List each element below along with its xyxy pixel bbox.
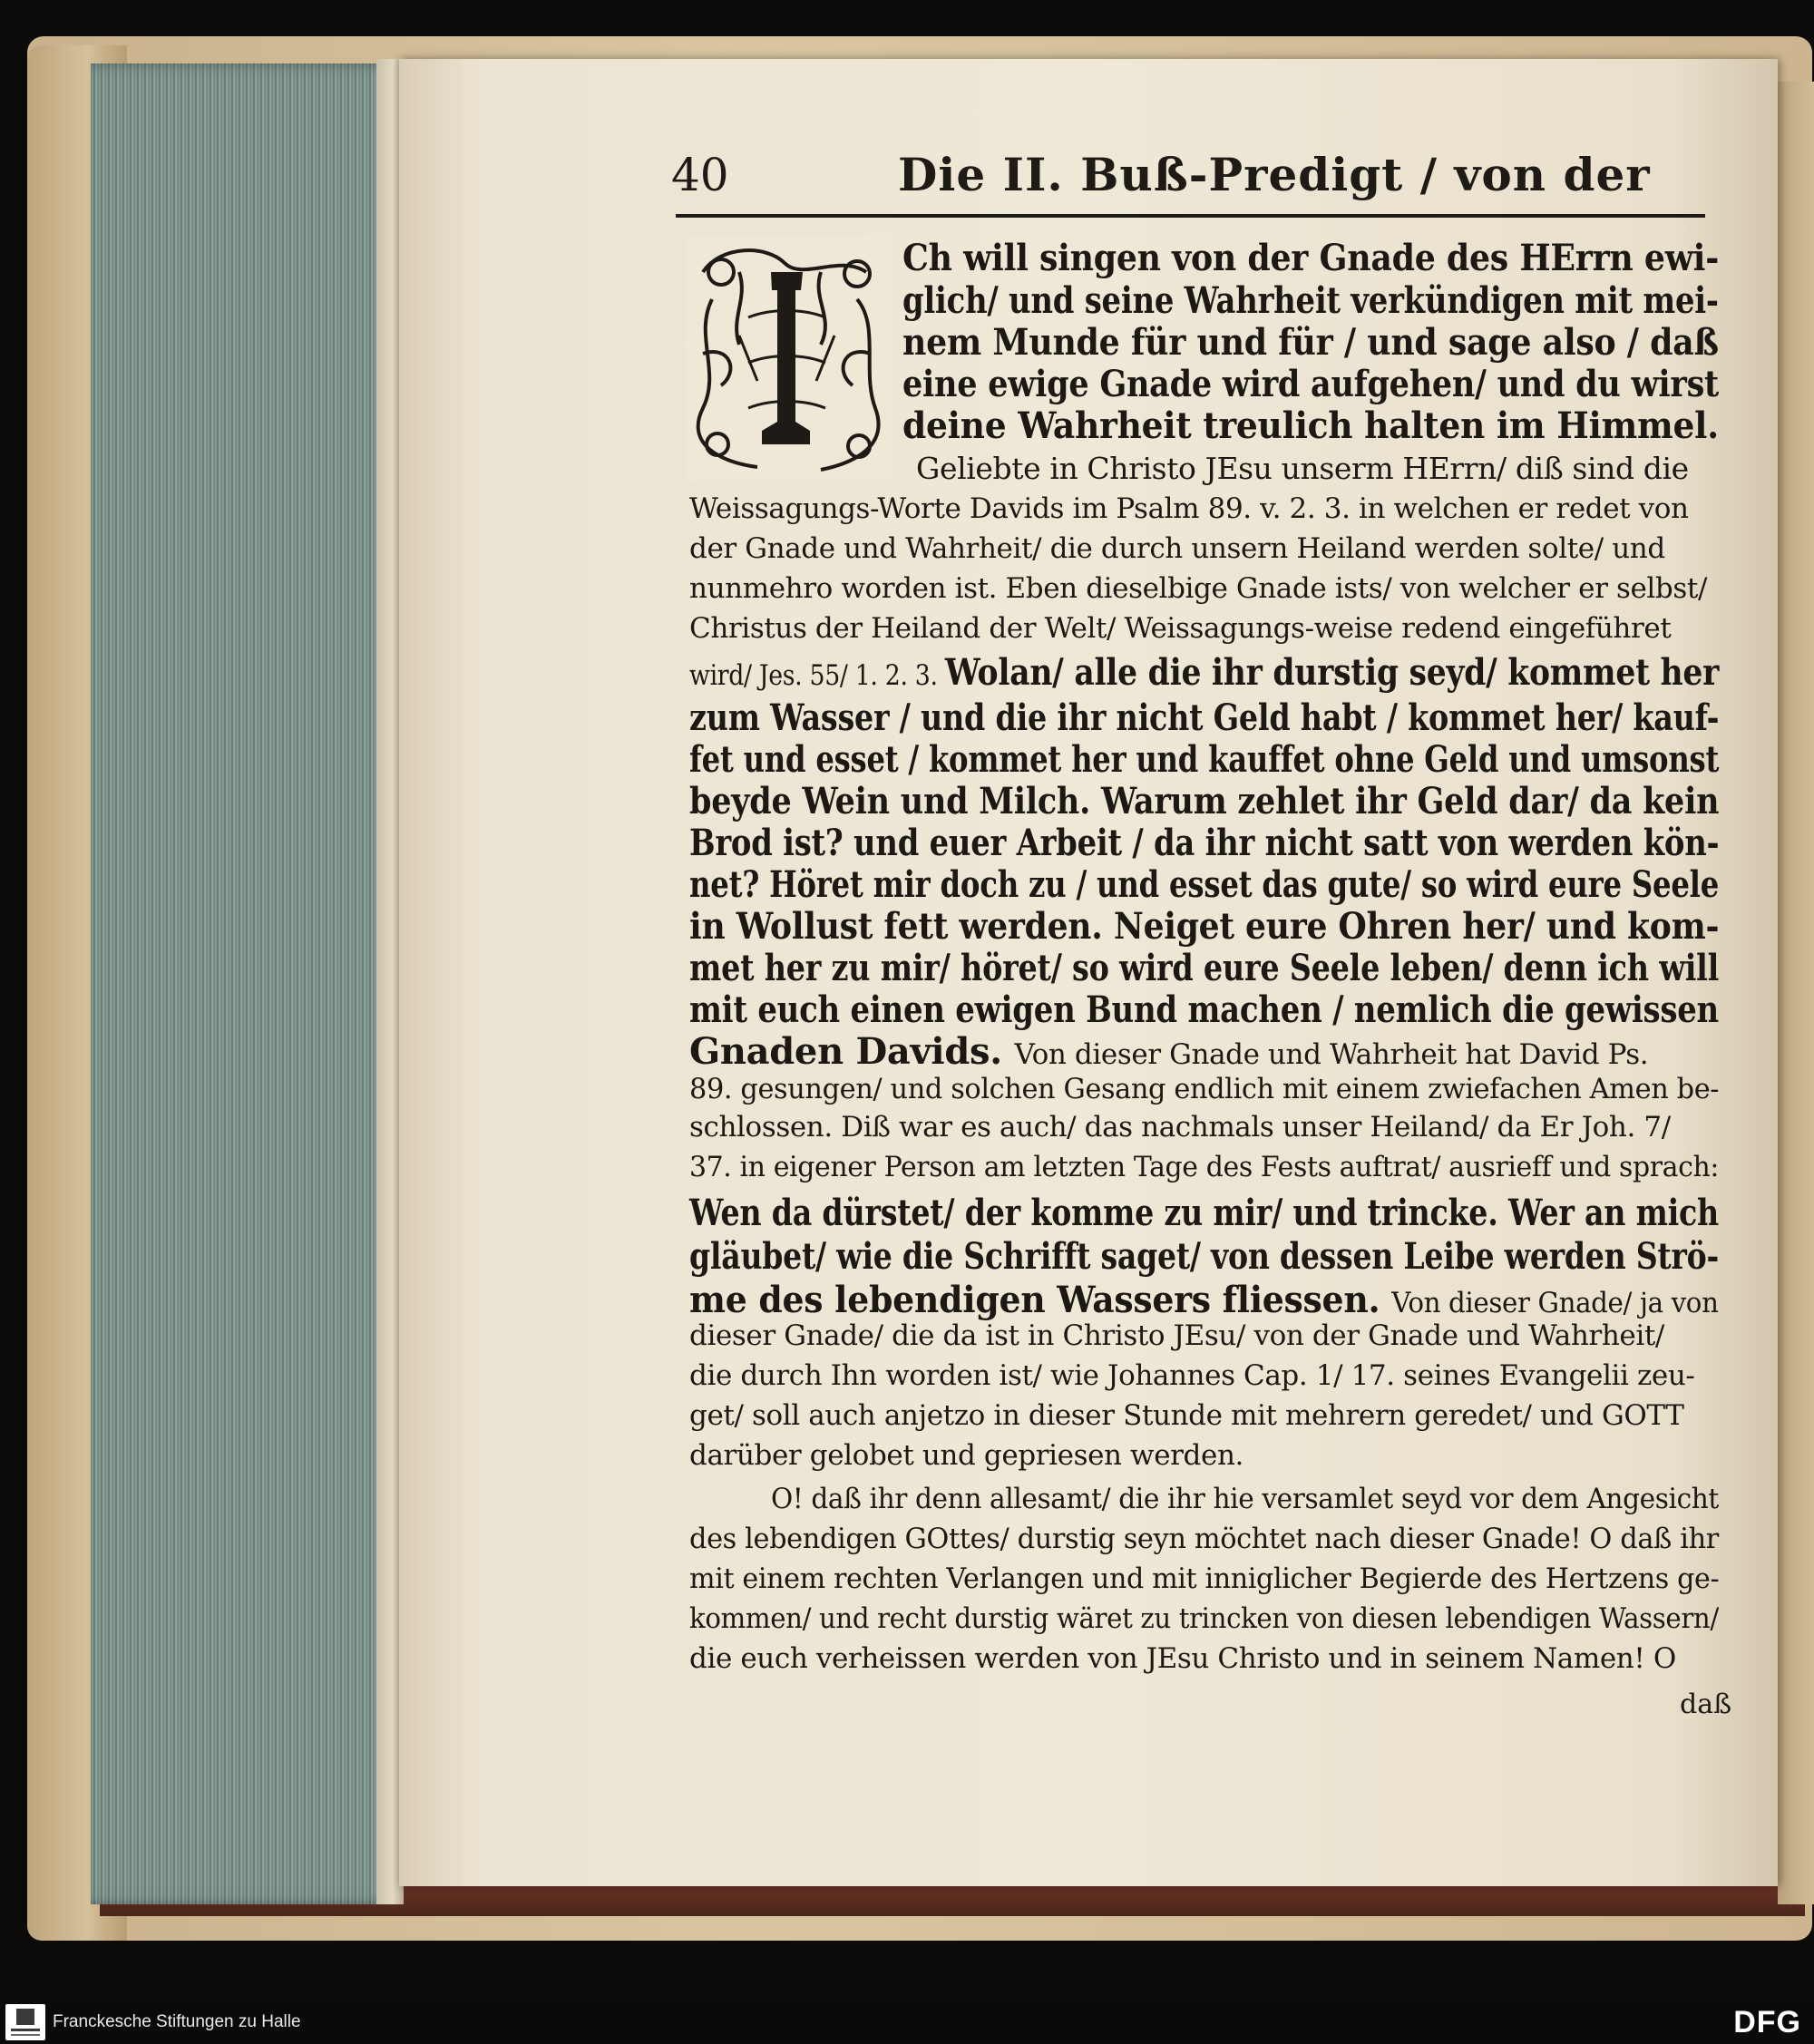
text-segment: die euch verheissen werden von JEsu Christo und in seinem Namen! O: [689, 1642, 1676, 1675]
text-segment: me des lebendigen Wassers fliessen.: [689, 1279, 1392, 1321]
text-line: [689, 532, 1665, 565]
text-line: [689, 1642, 1676, 1675]
text-line: [689, 822, 1720, 864]
text-segment: 37. in eigener Person am letzten Tage des Fests auftrat/ ausrieff und sprach:: [689, 1151, 1720, 1183]
text-line: [689, 1030, 1649, 1073]
text-segment: Von dieser Gnade/ ja von: [1391, 1287, 1719, 1319]
footer-institution: Franckesche Stiftungen zu Halle: [53, 2012, 301, 2031]
text-line: [689, 1153, 1719, 1182]
page-number: 40: [671, 149, 729, 201]
text-line: [902, 363, 1719, 405]
text-line: [689, 1279, 1719, 1321]
text-segment: Ch will singen von der Gnade des HErrn ewi-: [902, 237, 1719, 279]
text-segment: fet und esset / kommet her und kauffet ohne Geld und umsonst: [689, 738, 1720, 781]
text-segment: gläubet/ wie die Schrifft saget/ von dessen Leibe werden Strö-: [689, 1235, 1719, 1278]
text-line: [689, 738, 1720, 781]
footer-bar: [0, 2000, 1814, 2044]
text-segment: net? Höret mir doch zu / und esset das gute/ so wird eure Seele: [689, 863, 1720, 906]
text-segment: met her zu mir/ höret/ so wird eure Seele leben/ denn ich will: [689, 947, 1720, 989]
text-line: [689, 1602, 1719, 1635]
text-segment: nem Munde für und für / und sage also / daß: [902, 321, 1719, 364]
text-segment: Von dieser Gnade und Wahrheit hat David Ps.: [1014, 1038, 1649, 1071]
page-block-fore-edge: [91, 63, 399, 1904]
text-segment: 89. gesungen/ und solchen Gesang endlich mit einem zwiefachen Amen be-: [689, 1073, 1720, 1105]
text-line: [689, 863, 1720, 906]
text-segment: beyde Wein und Milch. Warum zehlet ihr Geld dar/ da kein: [689, 780, 1720, 822]
text-line: [689, 780, 1720, 822]
text-line: [689, 1073, 1720, 1105]
text-segment: Brod ist? und euer Arbeit / da ihr nicht satt von werden kön-: [689, 822, 1720, 864]
text-line: [689, 1525, 1719, 1553]
text-segment: kommen/ und recht durstig wäret zu trincken von diesen lebendigen Wassern/: [689, 1602, 1719, 1635]
text-line: [689, 492, 1689, 525]
text-segment: deine Wahrheit treulich halten im Himmel.: [902, 404, 1720, 447]
decorated-initial-graphic: [685, 236, 889, 481]
text-line: [689, 1562, 1720, 1595]
text-line: [902, 321, 1719, 364]
text-segment: O! daß ihr denn allesamt/ die ihr hie versamlet seyd vor dem Angesicht: [771, 1483, 1719, 1515]
text-segment: mit euch einen ewigen Bund machen / nemlich die gewissen: [689, 988, 1719, 1031]
text-segment: Geliebte in Christo JEsu unserm HErrn/ diß sind die: [916, 451, 1689, 486]
text-segment: eine ewige Gnade wird aufgehen/ und du wirst: [902, 363, 1719, 405]
page-header: [671, 143, 1705, 207]
text-line: [689, 1192, 1720, 1234]
decorated-initial: [685, 236, 889, 481]
text-line: [689, 947, 1720, 989]
text-line: [689, 988, 1719, 1031]
text-segment: in Wollust fett werden. Neiget eure Ohren her/ und kom-: [689, 905, 1720, 948]
text-segment: get/ soll auch anjetzo in dieser Stunde mit mehrern geredet/ und GOTT: [689, 1399, 1684, 1432]
text-line: [689, 1359, 1695, 1392]
text-segment: zum Wasser / und die ihr nicht Geld habt / kommet her/ kauf-: [689, 696, 1720, 739]
text-line: [771, 1485, 1719, 1514]
text-segment: der Gnade und Wahrheit/ die durch unsern Heiland werden solte/ und: [689, 532, 1665, 565]
text-line: [902, 237, 1719, 279]
footer-brand: DFG: [1733, 2005, 1801, 2039]
text-line: [689, 1319, 1664, 1352]
text-segment: Wen da dürstet/ der komme zu mir/ und trincke. Wer an mich: [689, 1192, 1720, 1234]
text-line: [902, 404, 1720, 447]
text-segment: nunmehro worden ist. Eben dieselbige Gnade ists/ von welcher er selbst/: [689, 572, 1707, 605]
text-segment: mit einem rechten Verlangen und mit inniglicher Begierde des Hertzens ge-: [689, 1562, 1720, 1595]
running-title: Die II. Buß-Predigt / von der: [898, 148, 1651, 201]
text-line: [689, 572, 1707, 605]
text-segment: wird/ Jes. 55/ 1. 2. 3.: [689, 659, 945, 692]
text-segment: schlossen. Diß war es auch/ das nachmals unser Heiland/ da Er Joh. 7/: [689, 1111, 1671, 1144]
text-segment: darüber gelobet und gepriesen werden.: [689, 1439, 1243, 1472]
text-line: [689, 651, 1720, 694]
text-segment: des lebendigen GOttes/ durstig seyn möchtet nach dieser Gnade! O daß ihr: [689, 1523, 1719, 1555]
text-line: [689, 905, 1720, 948]
text-line: [689, 1399, 1684, 1432]
text-line: [902, 279, 1719, 322]
text-segment: Christus der Heiland der Welt/ Weissagungs-weise redend eingeführet: [689, 612, 1672, 645]
text-segment: Weissagungs-Worte Davids im Psalm 89. v. 2. 3. in welchen er redet von: [689, 492, 1689, 525]
text-segment: dieser Gnade/ die da ist in Christo JEsu/ von der Gnade und Wahrheit/: [689, 1319, 1664, 1352]
text-segment: glich/ und seine Wahrheit verkündigen mit mei-: [902, 279, 1719, 322]
text-line: [689, 612, 1672, 645]
header-rule: [676, 214, 1705, 218]
text-line: [689, 1439, 1243, 1472]
text-segment: die durch Ihn worden ist/ wie Johannes Cap. 1/ 17. seines Evangelii zeu-: [689, 1359, 1695, 1392]
text-line: [689, 1235, 1719, 1278]
francke-foundations-logo-icon: [5, 2004, 45, 2040]
text-segment: Gnaden Davids.: [689, 1030, 1015, 1073]
text-line: [689, 696, 1720, 739]
book-cover-right-edge: [1778, 82, 1814, 1904]
text-line: [689, 1111, 1671, 1144]
text-segment: Wolan/ alle die ihr durstig seyd/ kommet her: [944, 651, 1720, 694]
text-line: [916, 451, 1689, 486]
catchword: daß: [1680, 1689, 1732, 1720]
